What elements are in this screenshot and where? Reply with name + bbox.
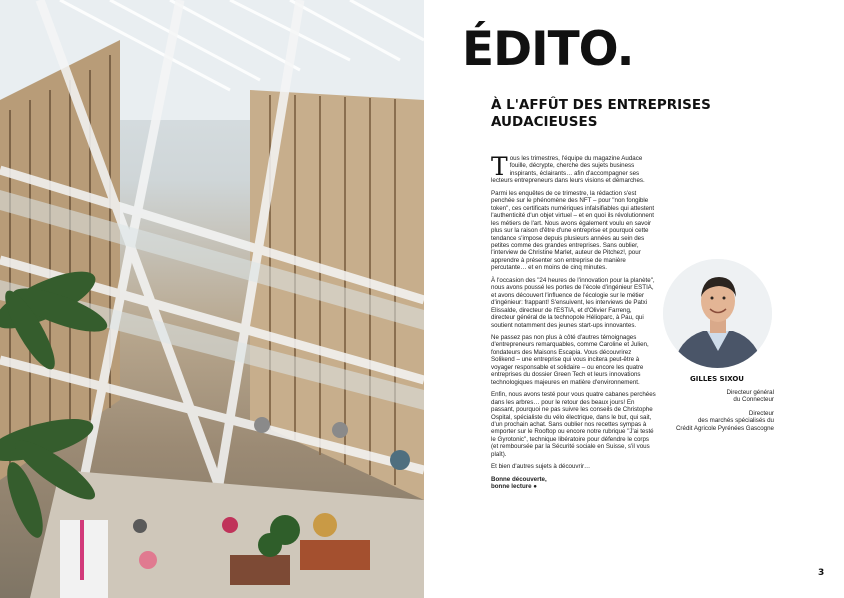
author-role-1: Directeur général du Connecteur: [726, 389, 774, 404]
dropcap: T: [491, 152, 508, 181]
paragraph: Enfin, nous avons testé pour vous quatre cabanes perchées dans les arbres… pour le retour des beaux jours! En passant, pourquoi ne pas suivre les conseils de Christophe Ospital, spécialiste du vélo électrique, dans le but, qui sait, d'un prochain achat. Sans oublier nos recettes sympas à emporter sur le Rooftop ou encore notre rubrique "J'ai testé le Gyrotonic", technique libératoire pour défendre le corps (et remboursée par la Sécurité sociale en Suisse, s'il vous plaît).: [491, 391, 656, 458]
author-role-2: Directeur des marchés spécialisés du Crédit Agricole Pyrénées Gascogne: [675, 410, 774, 432]
editorial-body: [491, 152, 656, 491]
author-portrait: [663, 259, 772, 368]
paragraph: Tous les trimestres, l'équipe du magazine Audace fouille, décrypte, cherche des sujets business inspirants, éclairants… afin d'accompagner ses lecteurs entrepreneurs dans leurs visions et démarches.: [491, 152, 645, 185]
paragraph: À l'occasion des "24 heures de l'innovation pour la planète", nous avons poussé les portes de l'école d'ingénieur ESTIA, et avons découvert l'influence de l'écologie sur le métier d'ingénieur: frappant! S'ensuivent, les interviews de Patxi Elissalde, directeur de l'ESTIA, et d'Olivier Farreng, directeur général de la technopole Hélioparc, à Pau, qui soutient notamment des jeunes start-ups innovantes.: [491, 276, 655, 329]
paragraph: Et bien d'autres sujets à découvrir…: [491, 463, 591, 471]
page-title: ÉDITO.: [462, 22, 634, 77]
paragraph: Parmi les enquêtes de ce trimestre, la rédaction s'est penchée sur le phénomène des NFT – pour "non fongible token", ces certificats numériques infalsifiables qui attestent l'authenticité d'un objet virtuel – et en quoi ils révolutionnent les métiers de l'art. Nous avons également voulu en savoir plus sur la raison d'être d'une entreprise et pourquoi cette tendance s'impose depuis plusieurs années au sein des petites comme des grandes entreprises. Sans oublier, l'interview de Christine Marlet, auteur de Pitchez!, pour apprendre à présenter son entreprise de manière percutante… et en moins de cinq minutes.: [491, 189, 655, 272]
author-portrait-illustration: [663, 259, 772, 368]
author-name: GILLES SIXOU: [690, 375, 744, 383]
signoff: Bonne découverte, bonne lecture ●: [491, 475, 547, 491]
page-number: 3: [818, 568, 825, 578]
page-subtitle: À L'AFFÛT DES ENTREPRISES AUDACIEUSES: [491, 97, 711, 130]
paragraph: Ne passez pas non plus à côté d'autres témoignages d'entrepreneurs remarquables, comme Caroline et Julien, fondateurs des Maisons Escapia. Vous découvrirez Solikend – une entreprise qui vous incitera peut-être à voyager responsable et solidaire – ou encore les quatre entreprises du dossier Green Tech et leurs innovations technologiques majeures en matière d'environnement.: [491, 333, 649, 386]
